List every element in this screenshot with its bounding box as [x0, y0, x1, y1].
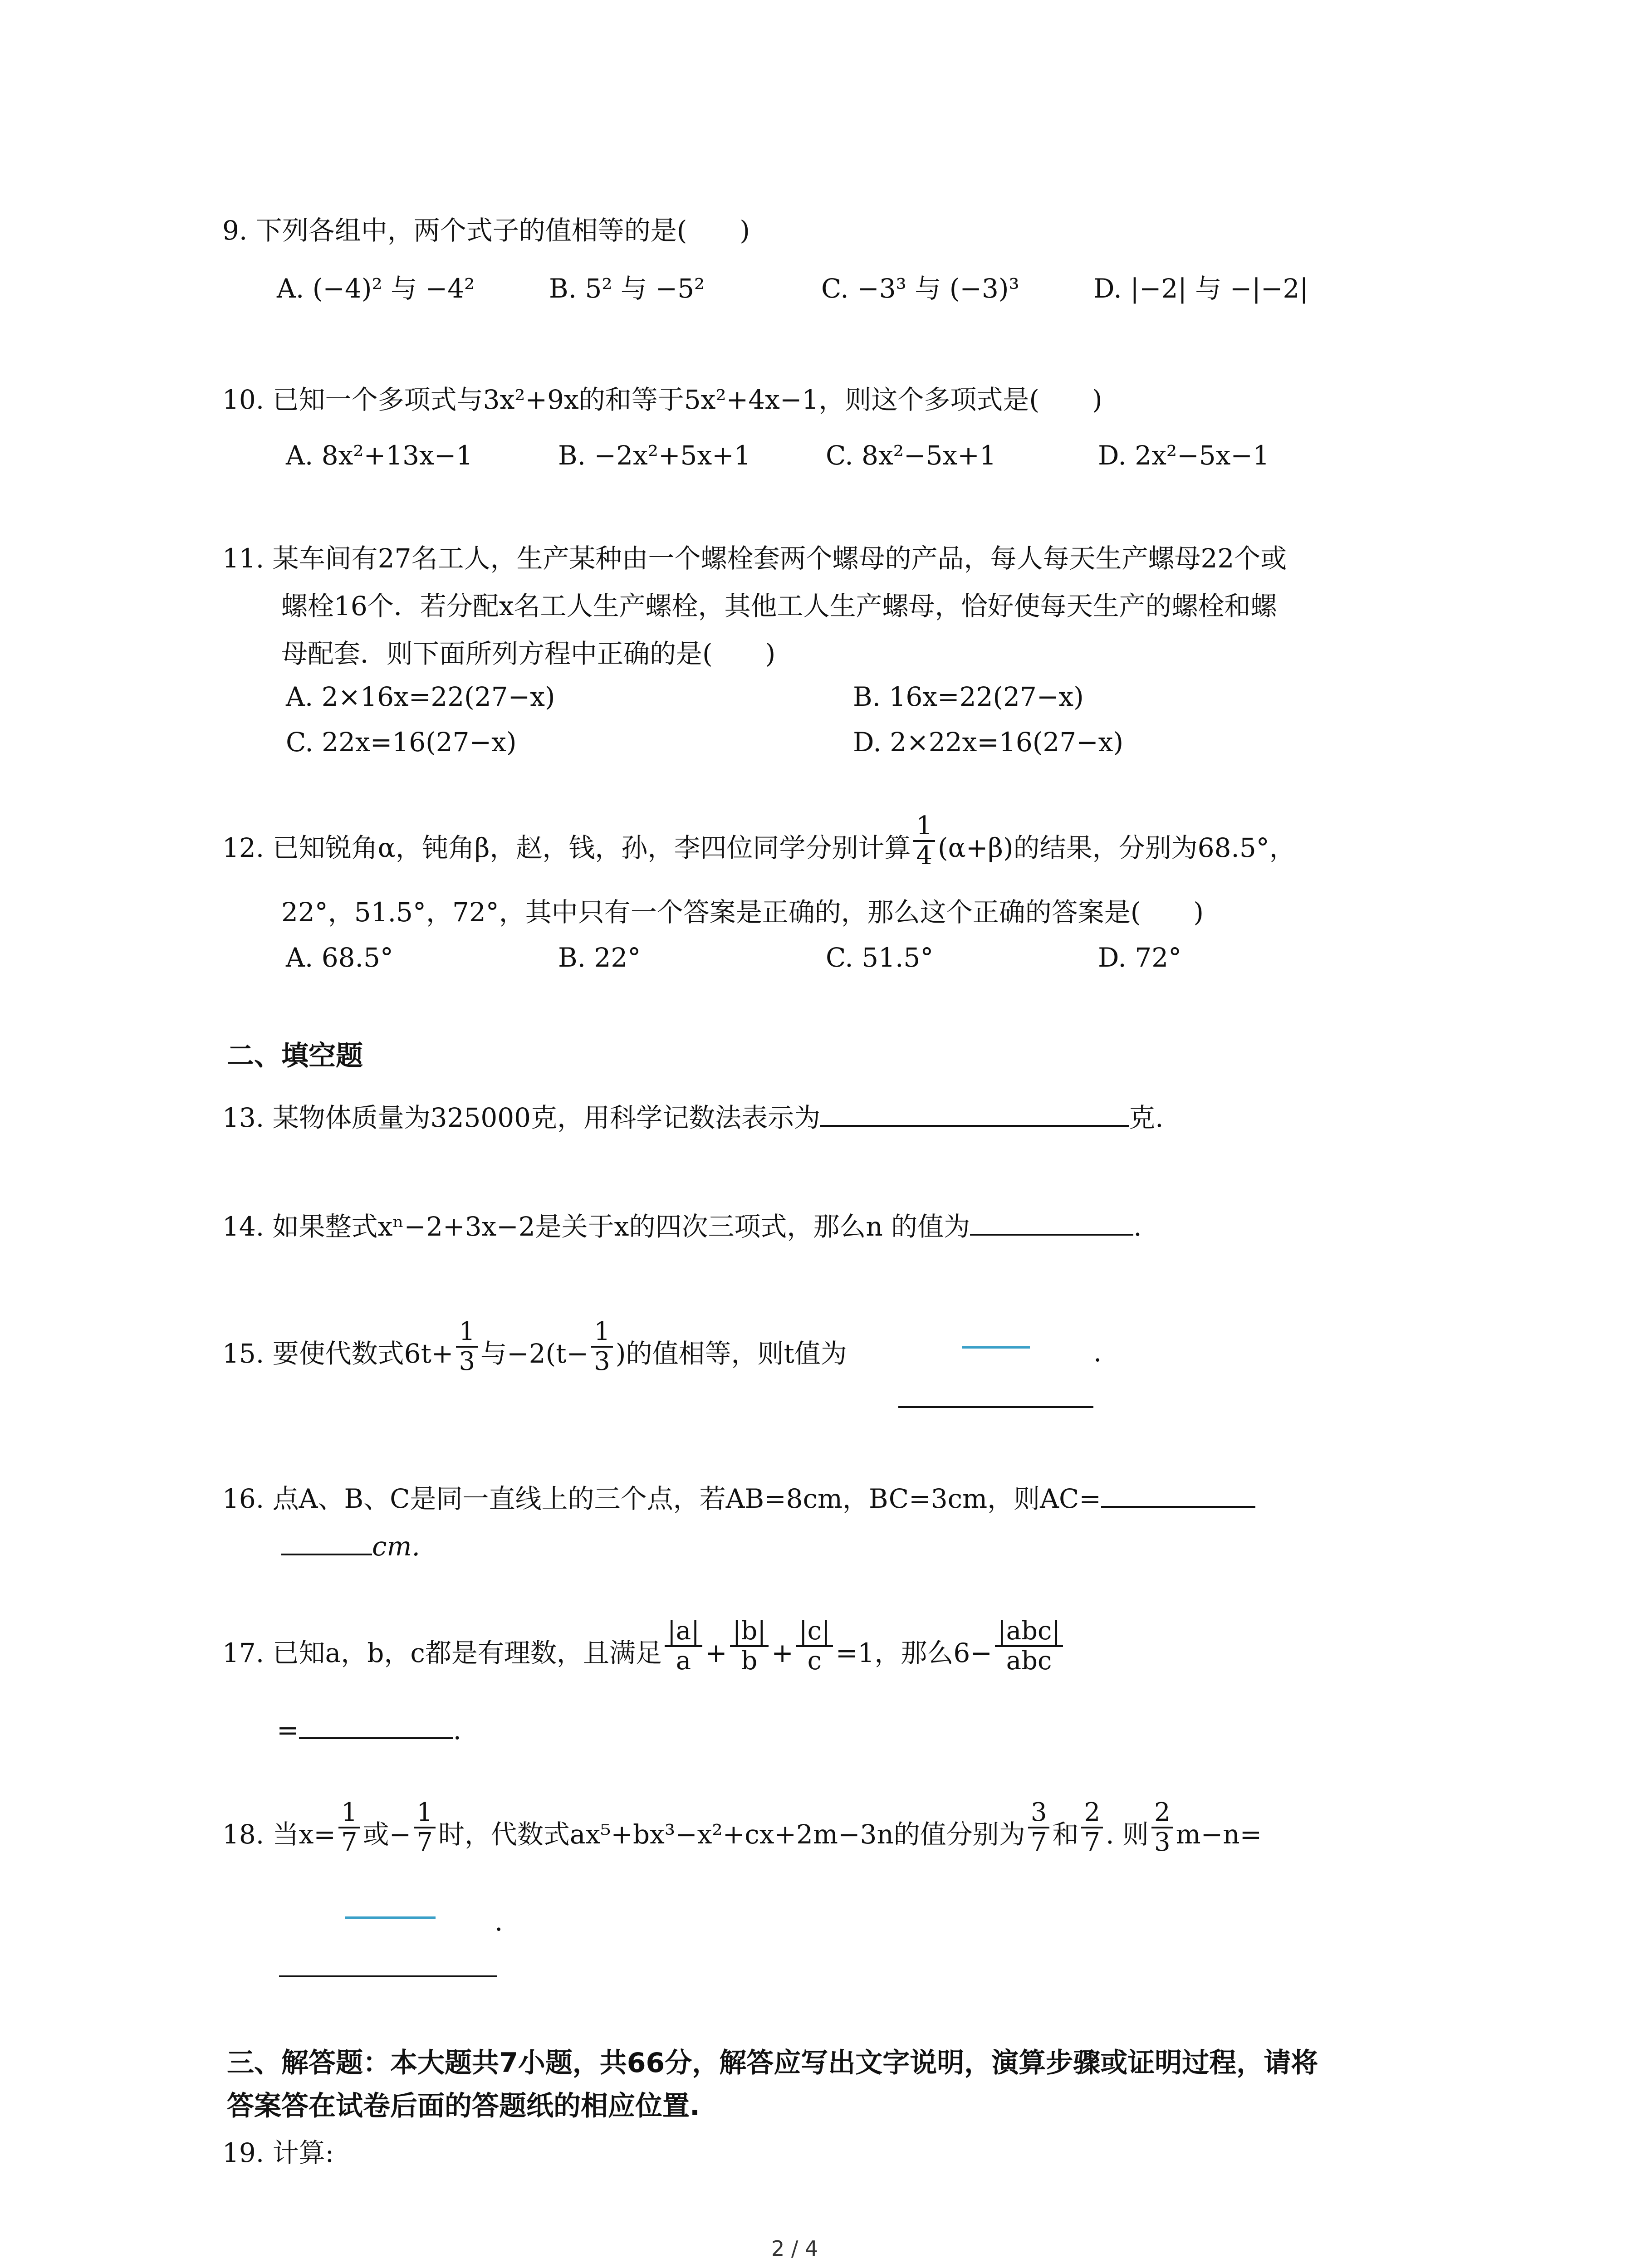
q12-text-a: 12. 已知锐角α，钝角β，赵，钱，孙，李四位同学分别计算	[222, 832, 911, 864]
q17-line1	[222, 1616, 1066, 1676]
q17-fraction-c-denominator: c	[807, 1646, 822, 1676]
q18-fraction-5	[1151, 1799, 1173, 1857]
q13-unit: 克.	[1129, 1102, 1164, 1133]
q17-equals: =	[277, 1715, 299, 1745]
q16-text: 16. 点A、B、C是同一直线上的三个点，若AB=8cm，BC=3cm，则AC=	[222, 1483, 1101, 1514]
q10-option-b: B. −2x²+5x+1	[558, 440, 751, 471]
q18-text-f: m−n=	[1176, 1819, 1262, 1850]
q10-option-c: C. 8x²−5x+1	[826, 440, 996, 471]
q18-fraction-2	[414, 1799, 436, 1857]
q17-text-b: =1，那么6−	[835, 1637, 992, 1669]
q17-fraction-abc-denominator: abc	[1006, 1646, 1052, 1676]
q15-fraction-2	[591, 1318, 613, 1376]
q17-fraction-a-denominator: a	[676, 1646, 691, 1676]
q16-line1	[222, 1479, 1255, 1515]
q18-fraction-2-denominator: 7	[416, 1828, 433, 1857]
q16-answer-blank-part2[interactable]	[281, 1526, 372, 1555]
q18-fraction-1-denominator: 7	[341, 1828, 358, 1857]
q11-line2: 螺栓16个．若分配x名工人生产螺栓，其他工人生产螺母，恰好使每天生产的螺栓和螺	[281, 591, 1277, 621]
q18-fraction-5-denominator: 3	[1154, 1828, 1171, 1857]
q14-text: 14. 如果整式xⁿ−2+3x−2是关于x的四次三项式，那么n 的值为	[222, 1211, 970, 1242]
q12-option-b: B. 22°	[558, 942, 641, 973]
q10-option-a: A. 8x²+13x−1	[286, 440, 473, 471]
q18-fraction-2-numerator: 1	[414, 1799, 436, 1828]
q18-text-d: 和	[1052, 1819, 1079, 1850]
q11-line1: 11. 某车间有27名工人，生产某种由一个螺栓套两个螺母的产品，每人每天生产螺母22个或	[222, 543, 1287, 574]
q17-answer-blank[interactable]	[299, 1710, 453, 1739]
q15-fraction-2-denominator: 3	[594, 1347, 610, 1376]
q15-fraction-1-numerator: 1	[456, 1318, 478, 1348]
q17-fraction-a	[665, 1617, 702, 1675]
q18-fraction-4-numerator: 2	[1081, 1799, 1103, 1828]
q15-blue-mark	[962, 1346, 1030, 1349]
q17-plus-1: +	[705, 1637, 727, 1669]
q18-fraction-4	[1081, 1799, 1103, 1857]
q12-fraction-numerator: 1	[913, 812, 935, 842]
q11-option-a: A. 2×16x=22(27−x)	[286, 681, 555, 712]
q13-answer-blank[interactable]	[820, 1098, 1129, 1127]
q17-text-a: 17. 已知a，b，c都是有理数，且满足	[222, 1637, 662, 1669]
q18-text-a: 18. 当x=	[222, 1819, 336, 1850]
q17-fraction-a-numerator: |a|	[665, 1617, 702, 1647]
q16-answer-blank-part1[interactable]	[1101, 1479, 1255, 1508]
q18-fraction-3-numerator: 3	[1028, 1799, 1050, 1828]
q12-option-c: C. 51.5°	[826, 942, 934, 973]
section-answer-title-line2: 答案答在试卷后面的答题纸的相应位置.	[227, 2090, 700, 2122]
q13	[222, 1098, 1164, 1134]
q18-line1	[222, 1798, 1262, 1857]
q12-line1	[222, 811, 1296, 870]
q15-answer-blank[interactable]	[898, 1406, 1093, 1408]
q19-stem: 19. 计算:	[222, 2137, 334, 2168]
q18-fraction-1-numerator: 1	[338, 1799, 360, 1828]
section-answer-title-line1: 三、解答题：本大题共7小题，共66分，解答应写出文字说明，演算步骤或证明过程，请将	[227, 2047, 1318, 2079]
q14-period: .	[1133, 1211, 1142, 1242]
q12-option-a: A. 68.5°	[286, 942, 393, 973]
q17-fraction-b-numerator: |b|	[730, 1617, 769, 1647]
q9-option-c: C. −3³ 与 (−3)³	[821, 273, 1019, 304]
q15-text-c: )的值相等，则t值为	[615, 1338, 847, 1369]
q18-fraction-1	[338, 1799, 360, 1857]
q12-fraction-denominator: 4	[916, 841, 933, 870]
q18-text-c: 时，代数式ax⁵+bx³−x²+cx+2m−3n的值分别为	[438, 1819, 1025, 1850]
q18-fraction-3	[1028, 1799, 1050, 1857]
q17-fraction-c	[796, 1617, 833, 1675]
q18-text-e: . 则	[1106, 1819, 1149, 1850]
q9-option-d: D. |−2| 与 −|−2|	[1093, 273, 1308, 304]
q18-text-b: 或−	[362, 1819, 411, 1850]
q11-line3: 母配套．则下面所列方程中正确的是( )	[281, 638, 776, 669]
q15-text-a: 15. 要使代数式6t+	[222, 1338, 454, 1369]
q15-period: .	[1093, 1337, 1102, 1368]
q12-line2: 22°，51.5°，72°，其中只有一个答案是正确的，那么这个正确的答案是( )	[281, 897, 1204, 928]
q18-answer-blank[interactable]	[279, 1975, 497, 1977]
q17-plus-2: +	[771, 1637, 794, 1669]
q10-stem: 10. 已知一个多项式与3x²+9x的和等于5x²+4x−1，则这个多项式是( )	[222, 384, 1102, 415]
q10-option-d: D. 2x²−5x−1	[1098, 440, 1269, 471]
q17-fraction-b-denominator: b	[741, 1646, 758, 1676]
q11-option-b: B. 16x=22(27−x)	[853, 681, 1084, 712]
q12-option-d: D. 72°	[1098, 942, 1182, 973]
q14-answer-blank[interactable]	[970, 1207, 1133, 1236]
q18-fraction-4-denominator: 7	[1084, 1828, 1101, 1857]
q17-fraction-c-numerator: |c|	[796, 1617, 833, 1647]
section-fill-in-title: 二、填空题	[227, 1040, 363, 1072]
q12-fraction	[913, 812, 935, 870]
q18-fraction-3-denominator: 7	[1030, 1828, 1047, 1857]
q15-fraction-2-numerator: 1	[591, 1318, 613, 1348]
q13-text: 13. 某物体质量为325000克，用科学记数法表示为	[222, 1102, 821, 1133]
q15-fraction-1-denominator: 3	[459, 1347, 475, 1376]
q15-text-b: 与−2(t−	[480, 1338, 589, 1369]
q18-blue-mark	[345, 1916, 436, 1919]
q15	[222, 1317, 847, 1376]
q15-fraction-1	[456, 1318, 478, 1376]
q14	[222, 1207, 1142, 1243]
q16-line2	[281, 1526, 420, 1563]
q9-stem: 9. 下列各组中，两个式子的值相等的是( )	[222, 215, 750, 246]
q16-unit: cm.	[372, 1531, 420, 1562]
q17-fraction-b	[730, 1617, 769, 1675]
q17-fraction-abc	[995, 1617, 1063, 1675]
q18-period: .	[495, 1906, 503, 1937]
q17-period: .	[453, 1715, 462, 1745]
q9-option-a: A. (−4)² 与 −4²	[277, 273, 475, 304]
q17-fraction-abc-numerator: |abc|	[995, 1617, 1063, 1647]
q17-line2	[277, 1710, 461, 1746]
q18-fraction-5-numerator: 2	[1151, 1799, 1173, 1828]
q11-option-c: C. 22x=16(27−x)	[286, 727, 517, 758]
q9-option-b: B. 5² 与 −5²	[549, 273, 705, 304]
q12-text-b: (α+β)的结果，分别为68.5°，	[938, 832, 1296, 864]
page-number: 2 / 4	[771, 2236, 818, 2261]
q11-option-d: D. 2×22x=16(27−x)	[853, 727, 1124, 758]
